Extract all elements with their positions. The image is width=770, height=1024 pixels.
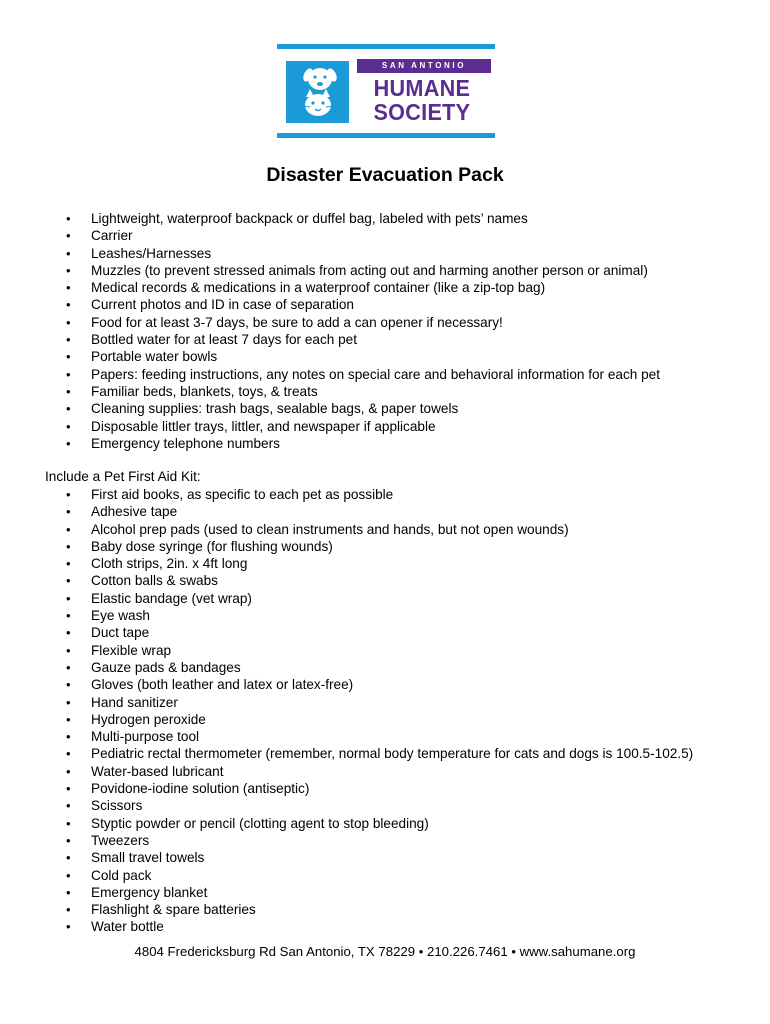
first-aid-kit-list bbox=[0, 486, 770, 936]
list-item: • Food for at least 3-7 days, be sure to add a can opener if necessary! bbox=[0, 314, 770, 331]
list-item: • Cleaning supplies: trash bags, sealable bags, & paper towels bbox=[0, 400, 770, 417]
list-item: • Disposable littler trays, littler, and newspaper if applicable bbox=[0, 418, 770, 435]
list-item: • Alcohol prep pads (used to clean instruments and hands, but not open wounds) bbox=[0, 521, 770, 538]
list-item: • Lightweight, waterproof backpack or duffel bag, labeled with pets’ names bbox=[0, 210, 770, 227]
list-item: • Hand sanitizer bbox=[0, 694, 770, 711]
list-item: • Small travel towels bbox=[0, 849, 770, 866]
logo-word-society: SOCIETY bbox=[373, 99, 471, 125]
dog-cat-logo-icon bbox=[286, 61, 349, 123]
list-item: • Water-based lubricant bbox=[0, 763, 770, 780]
evacuation-pack-list bbox=[0, 210, 770, 452]
list-item: • Elastic bandage (vet wrap) bbox=[0, 590, 770, 607]
list-item: • Familiar beds, blankets, toys, & treats bbox=[0, 383, 770, 400]
logo-band-text: SAN ANTONIO bbox=[357, 59, 491, 73]
first-aid-kit-intro: Include a Pet First Aid Kit: bbox=[45, 469, 201, 484]
footer-contact: 4804 Fredericksburg Rd San Antonio, TX 78229 • 210.226.7461 • www.sahumane.org bbox=[134, 944, 636, 959]
list-item: • Eye wash bbox=[0, 607, 770, 624]
list-item: • Gauze pads & bandages bbox=[0, 659, 770, 676]
list-item: • Cloth strips, 2in. x 4ft long bbox=[0, 555, 770, 572]
logo-bottom-bar bbox=[277, 133, 495, 138]
list-item: • Leashes/Harnesses bbox=[0, 245, 770, 262]
list-item: • Portable water bowls bbox=[0, 348, 770, 365]
list-item: • Emergency blanket bbox=[0, 884, 770, 901]
logo-word-humane: HUMANE bbox=[373, 75, 471, 101]
list-item: • Papers: feeding instructions, any notes on special care and behavioral information for each pet bbox=[0, 366, 770, 383]
list-item: • Current photos and ID in case of separation bbox=[0, 296, 770, 313]
list-item: • Scissors bbox=[0, 797, 770, 814]
list-item: • Flexible wrap bbox=[0, 642, 770, 659]
list-item: • Adhesive tape bbox=[0, 503, 770, 520]
logo-top-bar bbox=[277, 44, 495, 49]
list-item: • Cold pack bbox=[0, 867, 770, 884]
humane-society-logo bbox=[277, 44, 495, 140]
list-item: • Flashlight & spare batteries bbox=[0, 901, 770, 918]
list-item: • Tweezers bbox=[0, 832, 770, 849]
list-item: • Pediatric rectal thermometer (remember, normal body temperature for cats and dogs is 100.5-102.5) bbox=[0, 745, 770, 762]
list-item: • Cotton balls & swabs bbox=[0, 572, 770, 589]
list-item: • Styptic powder or pencil (clotting agent to stop bleeding) bbox=[0, 815, 770, 832]
list-item: • Bottled water for at least 7 days for each pet bbox=[0, 331, 770, 348]
list-item: • Water bottle bbox=[0, 918, 770, 935]
list-item: • Baby dose syringe (for flushing wounds) bbox=[0, 538, 770, 555]
list-item: • Povidone-iodine solution (antiseptic) bbox=[0, 780, 770, 797]
list-item: • Medical records & medications in a waterproof container (like a zip-top bag) bbox=[0, 279, 770, 296]
list-item: • Hydrogen peroxide bbox=[0, 711, 770, 728]
list-item: • Duct tape bbox=[0, 624, 770, 641]
list-item: • First aid books, as specific to each pet as possible bbox=[0, 486, 770, 503]
list-item: • Multi-purpose tool bbox=[0, 728, 770, 745]
list-item: • Muzzles (to prevent stressed animals from acting out and harming another person or animal) bbox=[0, 262, 770, 279]
list-item: • Carrier bbox=[0, 227, 770, 244]
list-item: • Gloves (both leather and latex or latex-free) bbox=[0, 676, 770, 693]
page-title: Disaster Evacuation Pack bbox=[266, 164, 504, 186]
list-item: • Emergency telephone numbers bbox=[0, 435, 770, 452]
